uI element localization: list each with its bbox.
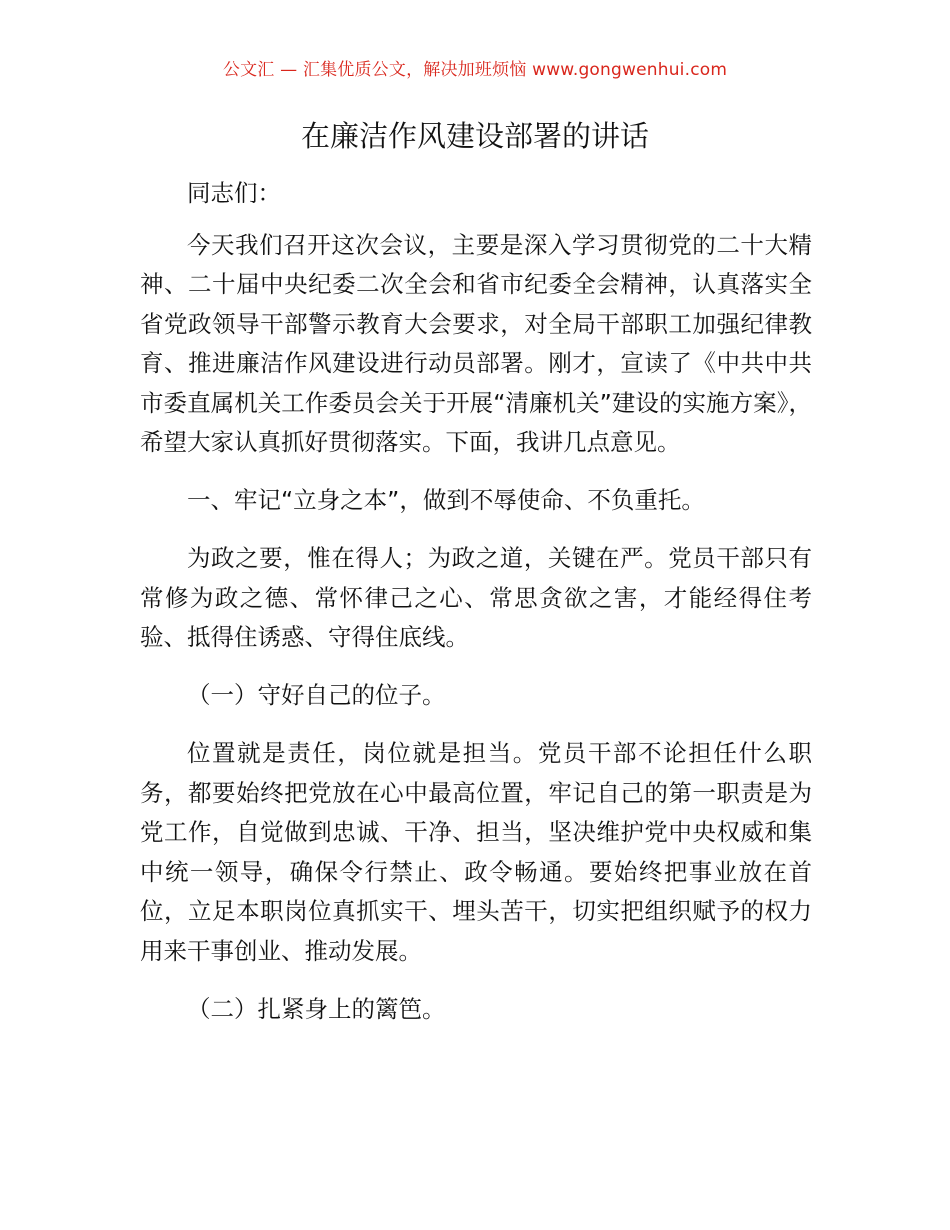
subsection-heading-1: （一）守好自己的位子。 xyxy=(187,681,446,709)
site-banner: 公文汇 — 汇集优质公文，解决加班烦恼 www.gongwenhui.com xyxy=(222,60,728,80)
paragraph-section-1: 为政之要，惟在得人；为政之道，关键在严。党员干部只有常修为政之德、常怀律己之心、常思贪欲之害，才能经得住考验、抵得住诱惑、守得住底线。 xyxy=(140,544,812,651)
paragraph-subsection-1: 位置就是责任，岗位就是担当。党员干部不论担任什么职务，都要始终把党放在心中最高位置，牢记自己的第一职责是为党工作，自觉做到忠诚、干净、担当，坚决维护党中央权威和集中统一领导，确保令行禁止、政令畅通。要始终把事业放在首位，立足本职岗位真抓实干、埋头苦干，切实把组织赋予的权力用来干事创业、推动发展。 xyxy=(140,739,812,965)
section-heading-1: 一、牢记“立身之本”，做到不辱使命、不负重托。 xyxy=(187,486,705,514)
document-body xyxy=(140,174,812,1048)
greeting: 同志们： xyxy=(187,179,281,207)
subsection-heading-2: （二）扎紧身上的篱笆。 xyxy=(187,994,446,1023)
paragraph-intro: 今天我们召开这次会议，主要是深入学习贯彻党的二十大精神、二十届中央纪委二次全会和省市纪委全会精神，认真落实全省党政领导干部警示教育大会要求，对全局干部职工加强纪律教育、推进廉洁作风建设进行动员部署。刚才，宣读了《中共中共市委直属机关工作委员会关于开展“清廉机关”建设的实施方案》，希望大家认真抓好贯彻落实。下面，我讲几点意见。 xyxy=(140,230,812,456)
document-title: 在廉洁作风建设部署的讲话 xyxy=(300,119,649,153)
